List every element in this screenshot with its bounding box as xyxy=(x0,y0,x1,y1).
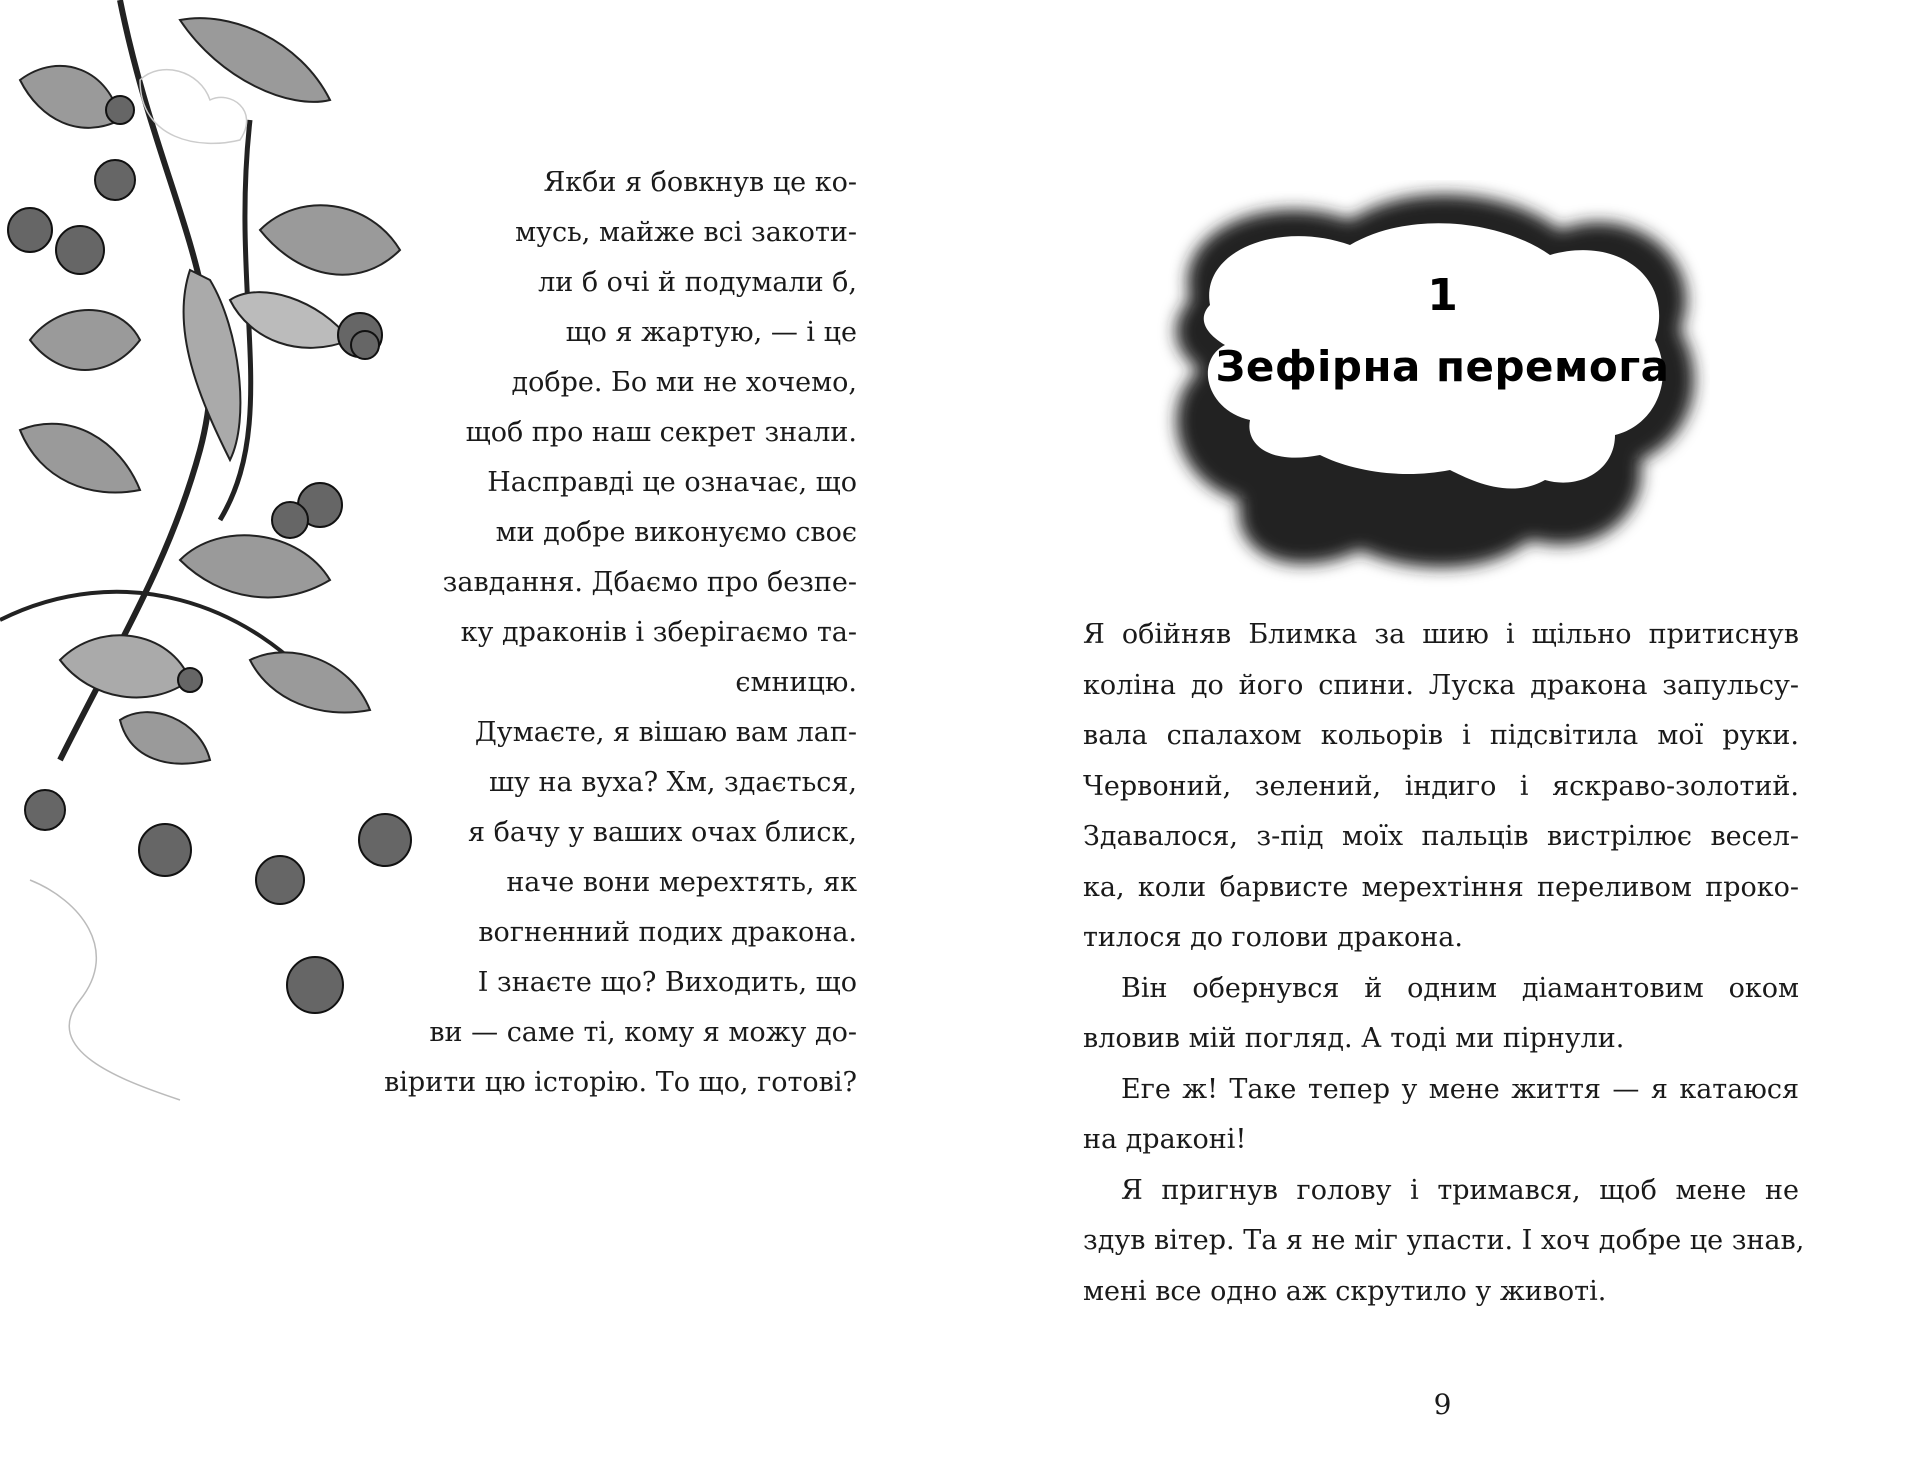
text-line: коліна до його спини. Луска дракона запульсу- xyxy=(1083,669,1799,701)
text-line: здув вітер. Та я не міг упасти. І хоч добре це знав, xyxy=(1083,1225,1805,1256)
text-line: вогненний подих дракона. xyxy=(478,917,857,948)
text-line: Думаєте, я вішаю вам лап- xyxy=(474,717,857,748)
text-line: Червоний, зелений, індиго і яскраво-золотий. xyxy=(1083,770,1799,802)
page-number: 9 xyxy=(1433,1388,1452,1421)
text-line: Еге ж! Таке тепер у мене життя — я катаюся xyxy=(1121,1073,1799,1105)
text-line: наче вони мерехтять, як xyxy=(506,867,857,898)
text-line: мусь, майже всі закоти- xyxy=(515,217,857,248)
chapter-title: Зефірна перемога xyxy=(1215,342,1670,391)
text-line: Він обернувся й одним діамантовим оком xyxy=(1121,972,1799,1004)
text-line: Я обійняв Блимка за шию і щільно притиснув xyxy=(1083,619,1799,650)
text-line: шу на вуха? Хм, здається, xyxy=(488,767,857,798)
right-page-text xyxy=(1083,610,1805,1317)
text-line: вірити цю історію. То що, готові? xyxy=(384,1067,857,1098)
text-line: мені все одно аж скрутило у животі. xyxy=(1083,1275,1607,1307)
text-line: вловив мій погляд. А тоді ми пірнули. xyxy=(1083,1023,1625,1054)
text-line: Насправді це означає, що xyxy=(487,467,857,498)
text-line: на драконі! xyxy=(1083,1124,1247,1155)
text-line: що я жартую, — і це xyxy=(565,317,857,348)
text-line: Якби я бовкнув це ко- xyxy=(543,167,857,198)
chapter-number: 1 xyxy=(1427,270,1458,321)
left-page-text xyxy=(337,158,857,1108)
text-line: добре. Бо ми не хочемо, xyxy=(511,367,857,398)
text-line: ємницю. xyxy=(735,667,857,698)
text-line: ка, коли барвисте мерехтіння переливом проко- xyxy=(1083,871,1799,903)
text-line: ви — саме ті, кому я можу до- xyxy=(429,1017,857,1048)
text-line: вала спалахом кольорів і підсвітила мої руки. xyxy=(1083,720,1799,751)
text-line: я бачу у ваших очах блиск, xyxy=(468,817,857,848)
text-line: щоб про наш секрет знали. xyxy=(465,417,857,448)
text-line: І знаєте що? Виходить, що xyxy=(477,967,857,998)
text-line: Здавалося, з-під моїх пальців вистрілює весел- xyxy=(1083,821,1799,852)
text-line: Я пригнув голову і тримався, щоб мене не xyxy=(1121,1174,1799,1206)
text-line: ми добре виконуємо своє xyxy=(495,517,857,548)
text-line: завдання. Дбаємо про безпе- xyxy=(442,567,857,598)
text-line: ку драконів і зберігаємо та- xyxy=(460,617,857,648)
text-line: тилося до голови дракона. xyxy=(1083,922,1463,953)
text-line: ли б очі й подумали б, xyxy=(538,267,857,298)
